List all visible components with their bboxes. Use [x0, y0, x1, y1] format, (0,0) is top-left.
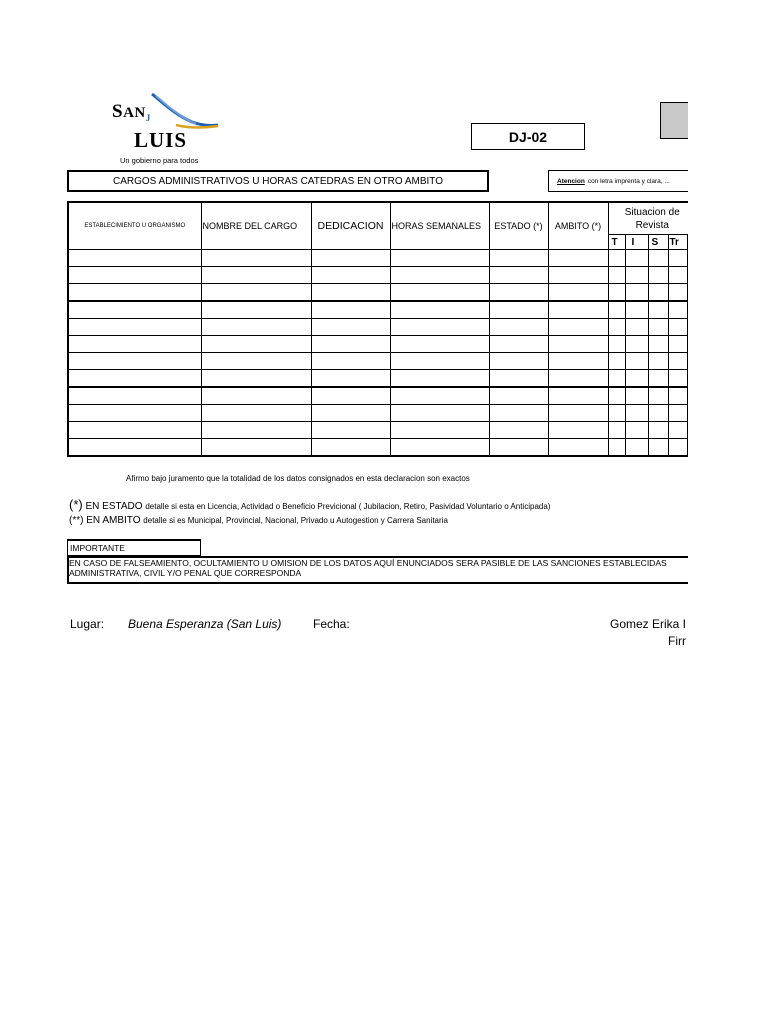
- table-cell[interactable]: [311, 370, 390, 388]
- table-cell[interactable]: [548, 353, 608, 370]
- table-cell[interactable]: [625, 284, 648, 302]
- header-ambito: AMBITO (*): [548, 202, 608, 250]
- table-cell[interactable]: [311, 336, 390, 353]
- table-cell[interactable]: [648, 422, 668, 439]
- table-cell[interactable]: [68, 267, 201, 284]
- table-cell[interactable]: [608, 267, 625, 284]
- table-cell[interactable]: [548, 405, 608, 422]
- table-row: [68, 301, 697, 319]
- header-revista-s: S: [648, 235, 668, 250]
- table-cell[interactable]: [548, 422, 608, 439]
- table-cell[interactable]: [625, 370, 648, 388]
- table-cell[interactable]: [68, 422, 201, 439]
- signer-name: Gomez Erika I: [610, 617, 687, 631]
- table-cell[interactable]: [668, 250, 687, 267]
- table-cell[interactable]: [548, 301, 608, 319]
- table-cell[interactable]: [390, 422, 489, 439]
- table-cell[interactable]: [68, 353, 201, 370]
- table-row: [68, 319, 697, 336]
- table-cell[interactable]: [201, 370, 311, 388]
- table-row: [68, 439, 697, 457]
- table-cell[interactable]: [390, 387, 489, 405]
- table-cell[interactable]: [608, 250, 625, 267]
- table-cell[interactable]: [201, 250, 311, 267]
- table-cell[interactable]: [201, 422, 311, 439]
- header-nombre-cargo: NOMBRE DEL CARGO: [201, 202, 311, 250]
- table-cell[interactable]: [625, 301, 648, 319]
- table-row: [68, 370, 697, 388]
- atencion-text: con letra imprenta y clara, ...: [587, 177, 670, 185]
- table-cell[interactable]: [648, 405, 668, 422]
- table-cell[interactable]: [625, 336, 648, 353]
- table-cell[interactable]: [201, 387, 311, 405]
- table-cell[interactable]: [608, 387, 625, 405]
- table-cell[interactable]: [311, 267, 390, 284]
- table-cell[interactable]: [311, 387, 390, 405]
- lugar-value: Buena Esperanza (San Luis): [128, 617, 282, 631]
- table-cell[interactable]: [648, 250, 668, 267]
- table-cell[interactable]: [489, 353, 548, 370]
- table-cell[interactable]: [668, 387, 687, 405]
- header-establecimiento: ESTABLECIMIENTO U ORGANISMO: [68, 202, 201, 250]
- table-cell[interactable]: [201, 405, 311, 422]
- table-cell[interactable]: [648, 370, 668, 388]
- table-row: [68, 405, 697, 422]
- importante-label: IMPORTANTE: [67, 539, 201, 556]
- table-cell[interactable]: [201, 301, 311, 319]
- header-dedicacion: DEDICACION: [311, 202, 390, 250]
- table-cell[interactable]: [548, 439, 608, 457]
- table-cell[interactable]: [608, 370, 625, 388]
- table-cell[interactable]: [608, 319, 625, 336]
- table-cell[interactable]: [548, 250, 608, 267]
- header-revista-t: T: [608, 235, 625, 250]
- table-cell[interactable]: [608, 405, 625, 422]
- table-cell[interactable]: [668, 301, 687, 319]
- table-cell[interactable]: [311, 405, 390, 422]
- atencion-note: [548, 170, 698, 192]
- table-cell[interactable]: [668, 422, 687, 439]
- table-cell[interactable]: [625, 422, 648, 439]
- table-cell[interactable]: [608, 353, 625, 370]
- table-cell[interactable]: [68, 284, 201, 302]
- table-cell[interactable]: [311, 301, 390, 319]
- note-estado: (*) EN ESTADO detalle si esta en Licencia, Actividad o Beneficio Previcional ( Jubilacion, Retiro, Pasividad Voluntario o Anticipada): [69, 497, 551, 512]
- table-cell[interactable]: [668, 439, 687, 457]
- table-cell[interactable]: [311, 422, 390, 439]
- atencion-label: Atencion: [557, 177, 585, 185]
- table-cell[interactable]: [68, 405, 201, 422]
- table-cell[interactable]: [608, 301, 625, 319]
- table-cell[interactable]: [201, 284, 311, 302]
- table-cell[interactable]: [668, 267, 687, 284]
- table-cell[interactable]: [68, 336, 201, 353]
- table-cell[interactable]: [311, 439, 390, 457]
- table-cell[interactable]: [608, 336, 625, 353]
- table-cell[interactable]: [68, 370, 201, 388]
- table-cell[interactable]: [648, 387, 668, 405]
- logo-tagline: Un gobierno para todos: [120, 156, 199, 165]
- table-cell[interactable]: [668, 336, 687, 353]
- table-cell[interactable]: [390, 301, 489, 319]
- table-cell[interactable]: [625, 405, 648, 422]
- table-cell[interactable]: [390, 284, 489, 302]
- note-ambito: (**) EN AMBITO detalle si es Municipal, Provincial, Nacional, Privado u Autogestion y Carrera Sanitaria: [69, 515, 448, 526]
- header-estado: ESTADO (*): [489, 202, 548, 250]
- table-cell[interactable]: [68, 387, 201, 405]
- table-cell[interactable]: [390, 336, 489, 353]
- table-cell[interactable]: [68, 250, 201, 267]
- importante-text: EN CASO DE FALSEAMIENTO, OCULTAMIENTO U OMISION DE LOS DATOS AQUÍ ENUNCIADOS SERA PASIBLE DE LAS SANCIONES ESTABLECIDAS ADMINISTRATIVA, CIVIL Y/O PENAL QUE CORRESPONDA: [69, 558, 667, 578]
- header-revista-i: I: [625, 235, 648, 250]
- table-cell[interactable]: [625, 353, 648, 370]
- table-cell[interactable]: [625, 439, 648, 457]
- table-cell[interactable]: [648, 319, 668, 336]
- table-cell[interactable]: [201, 353, 311, 370]
- form-title: CARGOS ADMINISTRATIVOS U HORAS CATEDRAS EN OTRO AMBITO: [67, 170, 489, 192]
- table-cell[interactable]: [489, 250, 548, 267]
- table-cell[interactable]: [608, 439, 625, 457]
- table-cell[interactable]: [548, 319, 608, 336]
- table-cell[interactable]: [625, 387, 648, 405]
- table-row: [68, 284, 697, 302]
- table-cell[interactable]: [390, 250, 489, 267]
- table-cell[interactable]: [489, 387, 548, 405]
- firma-label: Firr: [668, 634, 686, 648]
- table-cell[interactable]: [311, 319, 390, 336]
- table-cell[interactable]: [390, 405, 489, 422]
- afirmo-text: Afirmo bajo juramento que la totalidad de los datos consignados en esta declaracion son exactos: [126, 474, 470, 483]
- table-cell[interactable]: [668, 405, 687, 422]
- table-row: [68, 250, 697, 267]
- table-cell[interactable]: [668, 319, 687, 336]
- table-cell[interactable]: [548, 284, 608, 302]
- lugar-label: Lugar:: [70, 617, 105, 631]
- table-cell[interactable]: [390, 353, 489, 370]
- table-cell[interactable]: [548, 370, 608, 388]
- table-cell[interactable]: [201, 336, 311, 353]
- table-cell[interactable]: [390, 319, 489, 336]
- table-cell[interactable]: [68, 301, 201, 319]
- table-cell[interactable]: [648, 284, 668, 302]
- table-cell[interactable]: [668, 284, 687, 302]
- table-cell[interactable]: [390, 370, 489, 388]
- table-cell[interactable]: [608, 284, 625, 302]
- table-cell[interactable]: [625, 319, 648, 336]
- table-cell[interactable]: [489, 267, 548, 284]
- table-cell[interactable]: [648, 439, 668, 457]
- table-row: [68, 422, 697, 439]
- table-cell[interactable]: [489, 439, 548, 457]
- table-cell[interactable]: [548, 336, 608, 353]
- table-cell[interactable]: [489, 422, 548, 439]
- table-cell[interactable]: [68, 319, 201, 336]
- table-row: [68, 336, 697, 353]
- table-cell[interactable]: [489, 370, 548, 388]
- table-cell[interactable]: [625, 250, 648, 267]
- page-crop-edge: [688, 0, 768, 1024]
- form-code-box: DJ-02: [471, 123, 585, 150]
- table-cell[interactable]: [648, 353, 668, 370]
- table-cell[interactable]: [648, 336, 668, 353]
- table-cell[interactable]: [548, 387, 608, 405]
- table-cell[interactable]: [668, 353, 687, 370]
- table-cell[interactable]: [489, 284, 548, 302]
- table-cell[interactable]: [390, 439, 489, 457]
- table-cell[interactable]: [311, 284, 390, 302]
- table-row: [68, 267, 697, 284]
- table-cell[interactable]: [489, 336, 548, 353]
- table-cell[interactable]: [201, 439, 311, 457]
- table-cell[interactable]: [201, 319, 311, 336]
- table-cell[interactable]: [68, 439, 201, 457]
- table-cell[interactable]: [625, 267, 648, 284]
- table-cell[interactable]: [201, 267, 311, 284]
- table-cell[interactable]: [608, 422, 625, 439]
- logo-luis-text: LUIS: [134, 128, 188, 152]
- table-cell[interactable]: [648, 267, 668, 284]
- table-cell[interactable]: [311, 250, 390, 267]
- table-cell[interactable]: [668, 370, 687, 388]
- table-cell[interactable]: [548, 267, 608, 284]
- header-revista-tr: Tr: [668, 235, 687, 250]
- table-cell[interactable]: [489, 319, 548, 336]
- table-row: [68, 353, 697, 370]
- table-cell[interactable]: [489, 405, 548, 422]
- logo-san-text: $SAN_J$: [112, 101, 151, 123]
- table-cell[interactable]: [648, 301, 668, 319]
- logo-swoosh-icon: [148, 92, 220, 132]
- header-horas-semanales: HORAS SEMANALES: [390, 202, 489, 250]
- table-cell[interactable]: [489, 301, 548, 319]
- table-cell[interactable]: [390, 267, 489, 284]
- fecha-label: Fecha:: [313, 617, 350, 631]
- table-row: [68, 387, 697, 405]
- header-situacion-revista: Situacion de Revista: [608, 202, 697, 235]
- cargos-table: [67, 201, 698, 457]
- table-cell[interactable]: [311, 353, 390, 370]
